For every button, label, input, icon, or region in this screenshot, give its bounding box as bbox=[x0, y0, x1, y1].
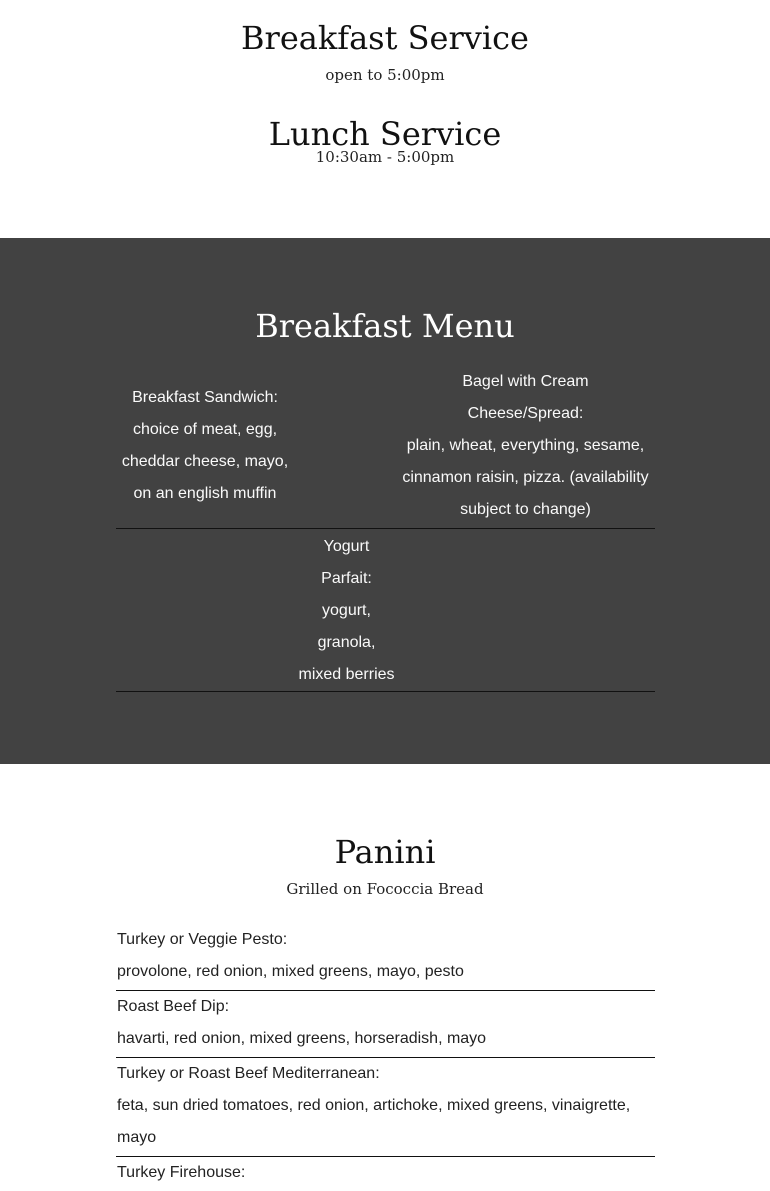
breakfast-service-title: Breakfast Service bbox=[241, 19, 529, 57]
services-section bbox=[0, 0, 770, 238]
item-description: mayo bbox=[117, 1129, 157, 1146]
breakfast-menu-table bbox=[116, 366, 655, 692]
breakfast-menu-title: Breakfast Menu bbox=[255, 307, 515, 345]
table-row bbox=[116, 529, 655, 692]
breakfast-service-hours: open to 5:00pm bbox=[325, 66, 445, 84]
breakfast-menu-section bbox=[0, 238, 770, 764]
item-description: havarti, red onion, mixed greens, horseradish, mayo bbox=[117, 1030, 487, 1047]
item-line: Parfait: bbox=[321, 570, 372, 587]
item-line: yogurt, bbox=[322, 602, 371, 619]
lunch-service-hours: 10:30am - 5:00pm bbox=[315, 148, 455, 166]
item-line: Breakfast Sandwich: bbox=[132, 389, 278, 406]
item-line: mixed berries bbox=[298, 666, 395, 683]
item-name: Turkey or Roast Beef Mediterranean: bbox=[117, 1065, 380, 1082]
panini-title: Panini bbox=[334, 833, 436, 871]
bagel-item bbox=[396, 366, 655, 526]
table-row bbox=[116, 366, 655, 529]
item-description: provolone, red onion, mixed greens, mayo, pesto bbox=[117, 963, 464, 980]
item-name: Roast Beef Dip: bbox=[117, 998, 230, 1015]
list-item bbox=[116, 924, 655, 991]
lunch-service-title: Lunch Service bbox=[268, 115, 502, 153]
breakfast-sandwich-item bbox=[116, 382, 294, 510]
item-line: cheddar cheese, mayo, bbox=[121, 453, 289, 470]
item-line: Yogurt bbox=[323, 538, 370, 555]
item-name: Turkey or Veggie Pesto: bbox=[117, 931, 288, 948]
yogurt-parfait-item bbox=[294, 531, 399, 691]
item-name: Turkey Firehouse: bbox=[117, 1164, 246, 1181]
item-line: granola, bbox=[317, 634, 376, 651]
item-line: on an english muffin bbox=[133, 485, 277, 502]
item-line: Cheese/Spread: bbox=[467, 405, 584, 422]
list-item bbox=[116, 991, 655, 1058]
item-line: Bagel with Cream bbox=[462, 373, 589, 390]
panini-section bbox=[0, 764, 770, 1181]
panini-list bbox=[116, 924, 655, 1191]
item-line: plain, wheat, everything, sesame, bbox=[406, 437, 645, 454]
list-item bbox=[116, 1157, 655, 1191]
panini-subtitle: Grilled on Fococcia Bread bbox=[286, 880, 484, 898]
item-line: cinnamon raisin, pizza. (availability bbox=[402, 469, 649, 486]
item-line: choice of meat, egg, bbox=[132, 421, 278, 438]
item-line: subject to change) bbox=[460, 501, 591, 518]
list-item bbox=[116, 1058, 655, 1157]
item-description: feta, sun dried tomatoes, red onion, artichoke, mixed greens, vinaigrette, bbox=[117, 1097, 631, 1114]
